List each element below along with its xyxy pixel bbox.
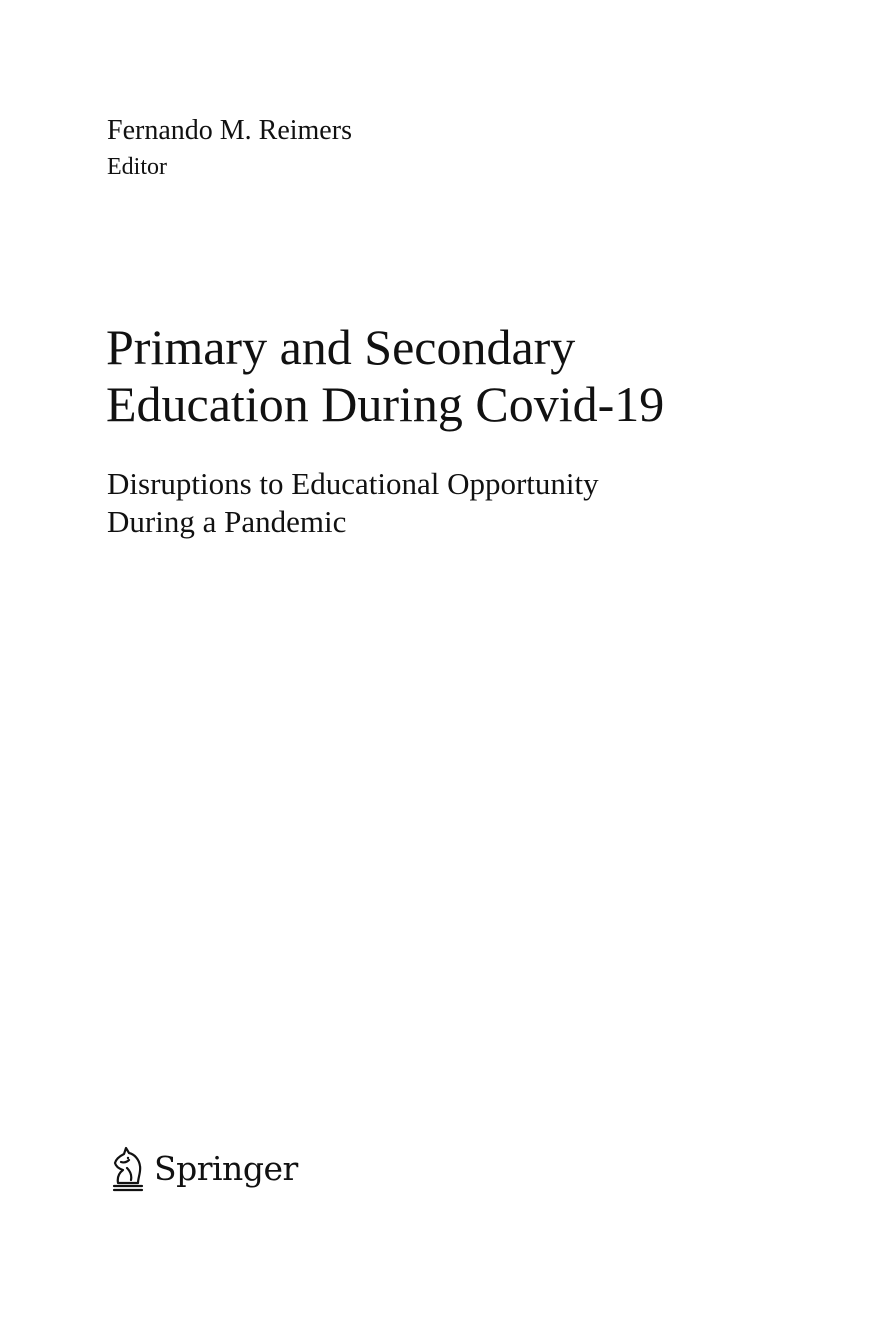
publisher-name: Springer: [154, 1149, 298, 1188]
book-subtitle-line-2: During a Pandemic: [107, 504, 347, 539]
publisher-imprint: [108, 1144, 298, 1194]
book-title-line-2: Education During Covid-19: [106, 376, 665, 432]
book-title-line-1: Primary and Secondary: [106, 319, 576, 375]
editor-role: Editor: [107, 154, 167, 180]
editor-name: Fernando M. Reimers: [107, 115, 352, 146]
book-subtitle: [107, 465, 599, 541]
book-subtitle-line-1: Disruptions to Educational Opportunity: [107, 466, 599, 501]
book-title: [106, 319, 664, 433]
springer-horse-logo-icon: [108, 1145, 148, 1193]
